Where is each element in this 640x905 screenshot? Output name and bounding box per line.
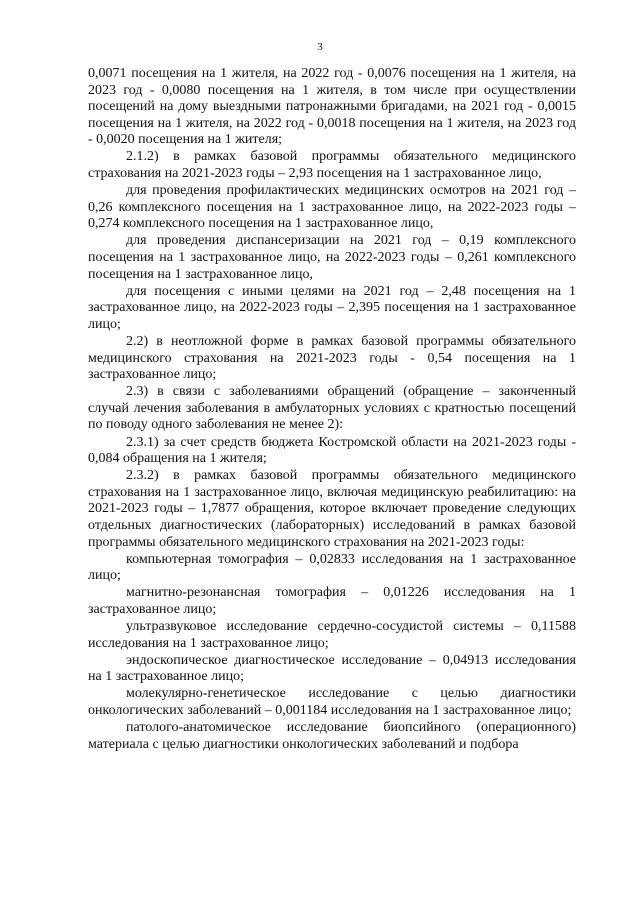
paragraph: эндоскопическое диагностическое исследование – 0,04913 исследования на 1 застрахованное лицо; (88, 652, 576, 685)
page-number: 3 (317, 41, 323, 53)
paragraph: для посещения с иными целями на 2021 год – 2,48 посещения на 1 застрахованное лицо, на 2022-2023 годы – 2,395 посещения на 1 застрахованное лицо; (88, 283, 576, 332)
paragraph: патолого-анатомическое исследование биопсийного (операционного) материала с целью диагностики онкологических заболеваний и подбора (88, 720, 576, 752)
paragraph: для проведения профилактических медицинских осмотров на 2021 год – 0,26 комплексного посещения на 1 застрахованное лицо, на 2022-2023 годы – 0,274 комплексного посещения на 1 застрахованное лицо, (88, 183, 576, 232)
paragraph: для проведения диспансеризации на 2021 год – 0,19 комплексного посещения на 1 застрахованное лицо, на 2022-2023 годы – 0,261 комплексного посещения на 1 застрахованное лицо, (88, 233, 576, 282)
paragraph: молекулярно-генетическое исследование с целью диагностики онкологических заболеваний – 0,001184 исследования на 1 застрахованное лицо; (88, 686, 576, 719)
paragraph: 2.3) в связи с заболеваниями обращений (обращение – законченный случай лечения заболевания в амбулаторных условиях с кратностью посещений по поводу одного заболевания не менее 2): (88, 384, 576, 433)
paragraph: ультразвуковое исследование сердечно-сосудистой системы – 0,11588 исследования на 1 застрахованное лицо; (88, 619, 576, 651)
paragraph: 2.3.2) в рамках базовой программы обязательного медицинского страхования на 1 застрахованное лицо, включая медицинскую реабилитацию: на 2021-2023 годы – 1,7877 обращения, которое включает проведение следующих отдельных диагностических (лабораторных) исследований в рамках базовой программы обязательного медицинского страхования на 2021-2023 годы: (88, 468, 576, 550)
paragraph: компьютерная томография – 0,02833 исследования на 1 застрахованное лицо; (88, 551, 576, 584)
document-body (88, 66, 576, 754)
paragraph: 2.1.2) в рамках базовой программы обязательного медицинского страхования на 2021-2023 годы – 2,93 посещения на 1 застрахованное лицо, (88, 149, 576, 182)
paragraph: 0,0071 посещения на 1 жителя, на 2022 год - 0,0076 посещения на 1 жителя, на 2023 год - 0,0080 посещения на 1 жителя, в том числе при осуществлении посещений на дому выездными патронажными бригадами, на 2021 год - 0,0015 посещения на 1 жителя, на 2022 год - 0,0018 посещения на 1 жителя, на 2023 год - 0,0020 посещения на 1 жителя; (88, 66, 576, 148)
paragraph: 2.3.1) за счет средств бюджета Костромской области на 2021-2023 годы - 0,084 обращения на 1 жителя; (88, 434, 576, 467)
paragraph: магнитно-резонансная томография – 0,01226 исследования на 1 застрахованное лицо; (88, 585, 576, 617)
paragraph: 2.2) в неотложной форме в рамках базовой программы обязательного медицинского страхования на 2021-2023 годы - 0,54 посещения на 1 застрахованное лицо; (88, 334, 576, 383)
